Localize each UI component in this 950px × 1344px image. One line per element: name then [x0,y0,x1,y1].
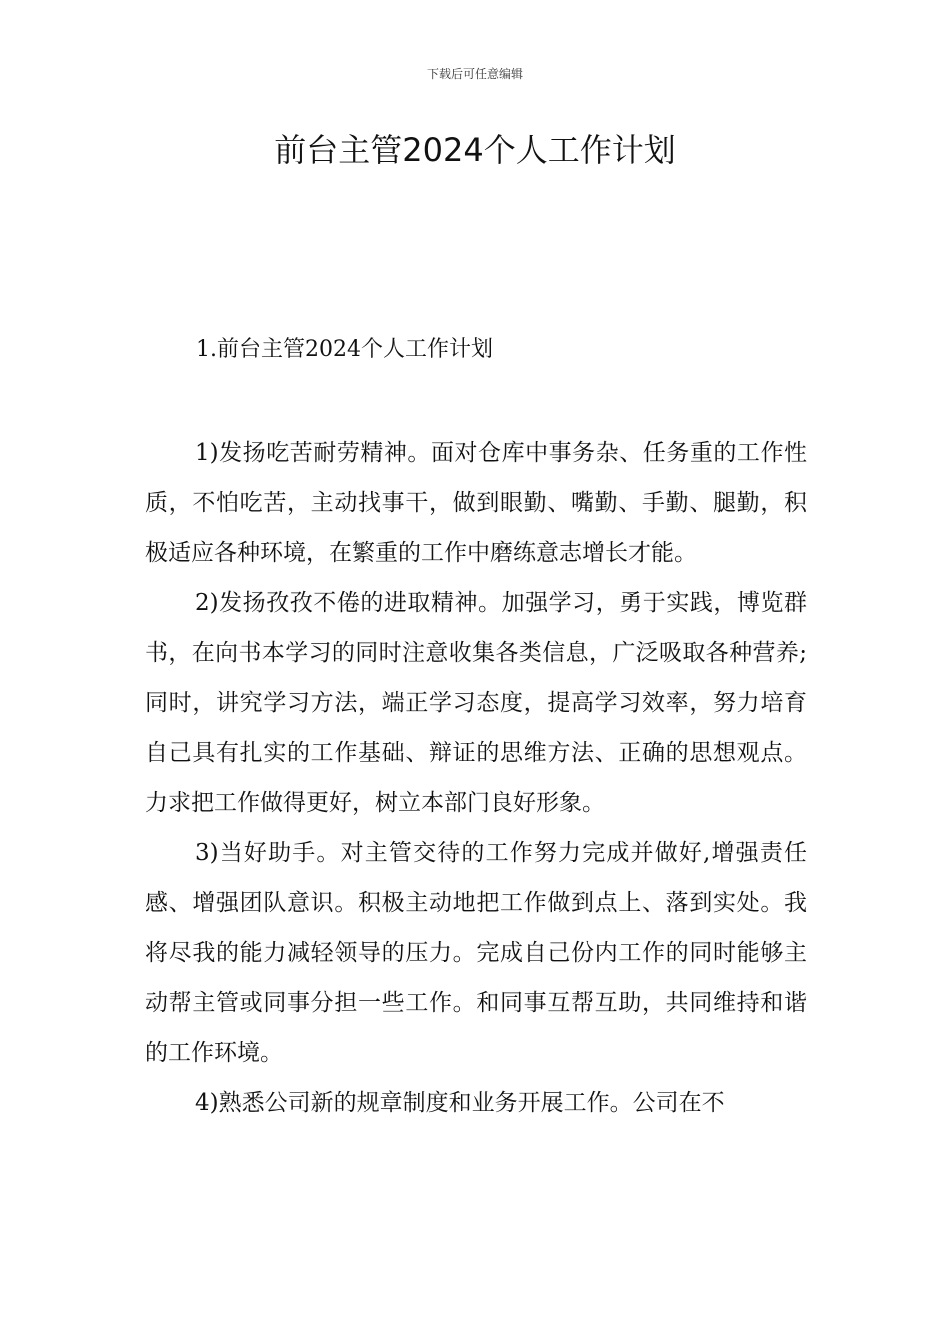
section-heading: 1.前台主管2024个人工作计划 [196,337,493,362]
paragraph-2: 2)发扬孜孜不倦的进取精神。加强学习，勇于实践，博览群书，在向书本学习的同时注意收集各类信息，广泛吸取各种营养;同时，讲究学习方法，端正学习态度，提高学习效率，努力培育自己具有扎实的工作基础、辩证的思维方法、正确的思想观点。力求把工作做得更好，树立本部门良好形象。 [145,590,807,816]
body-text [145,428,807,1128]
paragraph-3: 3)当好助手。对主管交待的工作努力完成并做好,增强责任感、增强团队意识。积极主动地把工作做到点上、落到实处。我将尽我的能力减轻领导的压力。完成自己份内工作的同时能够主动帮主管或同事分担一些工作。和同事互帮互助，共同维持和谐的工作环境。 [145,840,807,1066]
header-note: 下载后可任意编辑 [426,67,523,81]
paragraph-4: 4)熟悉公司新的规章制度和业务开展工作。公司在不 [195,1090,725,1116]
paragraph-1: 1)发扬吃苦耐劳精神。面对仓库中事务杂、任务重的工作性质，不怕吃苦，主动找事干，做到眼勤、嘴勤、手勤、腿勤，积极适应各种环境，在繁重的工作中磨练意志增长才能。 [145,440,807,566]
document-title: 前台主管2024个人工作计划 [274,131,676,169]
